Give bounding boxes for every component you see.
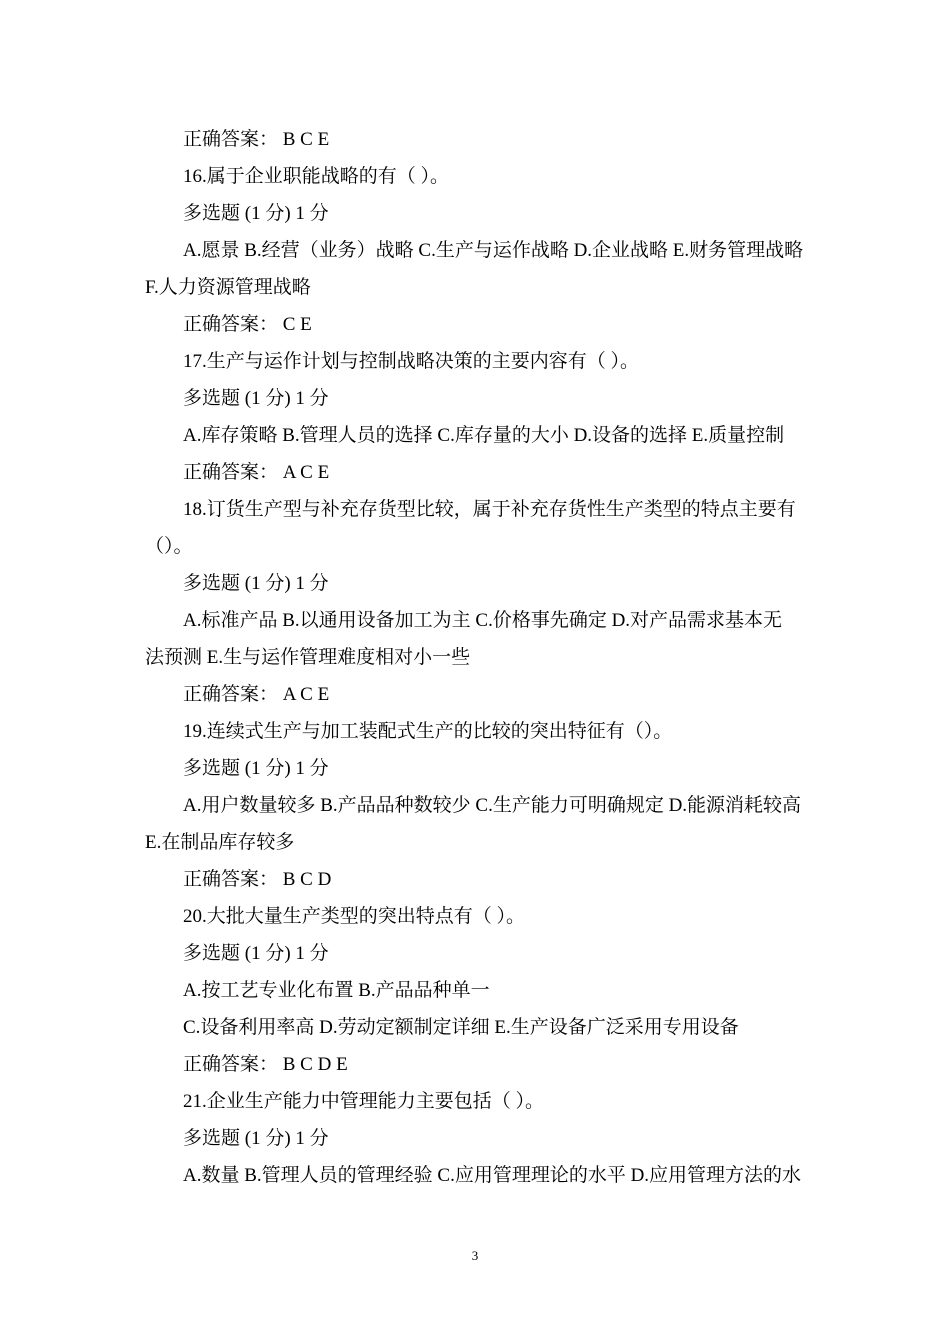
question-20: 20.大批大量生产类型的突出特点有（ ）。 [183, 906, 526, 927]
answer-line: 正确答案： B C D E [183, 1054, 348, 1075]
question-18: 18.订货生产型与补充存货型比较，属于补充存货性生产类型的特点主要有 [183, 499, 796, 520]
options-continuation: 法预测 E.生与运作管理难度相对小一些 [145, 647, 471, 668]
question-17: 17.生产与运作计划与控制战略决策的主要内容有（ ）。 [183, 351, 640, 372]
answer-line: 正确答案： B C D [183, 869, 332, 890]
options-line: A.愿景 B.经营（业务）战略 C.生产与运作战略 D.企业战略 E.财务管理战略 [183, 240, 804, 261]
question-19: 19.连续式生产与加工装配式生产的比较的突出特征有（）。 [183, 721, 673, 742]
answer-line: 正确答案： A C E [183, 684, 330, 705]
options-continuation: E.在制品库存较多 [145, 832, 295, 853]
options-line: A.数量 B.管理人员的管理经验 C.应用管理理论的水平 D.应用管理方法的水 [183, 1165, 802, 1186]
options-line: C.设备利用率高 D.劳动定额制定详细 E.生产设备广泛采用专用设备 [183, 1017, 739, 1038]
options-line: A.标准产品 B.以通用设备加工为主 C.价格事先确定 D.对产品需求基本无 [183, 610, 783, 631]
options-line: A.库存策略 B.管理人员的选择 C.库存量的大小 D.设备的选择 E.质量控制 [183, 425, 785, 446]
options-line: A.按工艺专业化布置 B.产品品种单一 [183, 980, 490, 1001]
options-continuation: F.人力资源管理战略 [145, 277, 311, 298]
options-line: A.用户数量较多 B.产品品种数较少 C.生产能力可明确规定 D.能源消耗较高 [183, 795, 802, 816]
answer-line: 正确答案： B C E [183, 129, 330, 150]
question-type: 多选题 (1 分) 1 分 [183, 943, 329, 964]
question-type: 多选题 (1 分) 1 分 [183, 203, 329, 224]
question-continuation: （）。 [145, 536, 193, 557]
page-content [145, 121, 810, 1194]
question-type: 多选题 (1 分) 1 分 [183, 1128, 329, 1149]
question-type: 多选题 (1 分) 1 分 [183, 758, 329, 779]
question-type: 多选题 (1 分) 1 分 [183, 388, 329, 409]
question-16: 16.属于企业职能战略的有（ ）。 [183, 166, 450, 187]
question-21: 21.企业生产能力中管理能力主要包括（ ）。 [183, 1091, 545, 1112]
question-type: 多选题 (1 分) 1 分 [183, 573, 329, 594]
answer-line: 正确答案： A C E [183, 462, 330, 483]
page-number: 3 [471, 1248, 479, 1263]
answer-line: 正确答案： C E [183, 314, 312, 335]
